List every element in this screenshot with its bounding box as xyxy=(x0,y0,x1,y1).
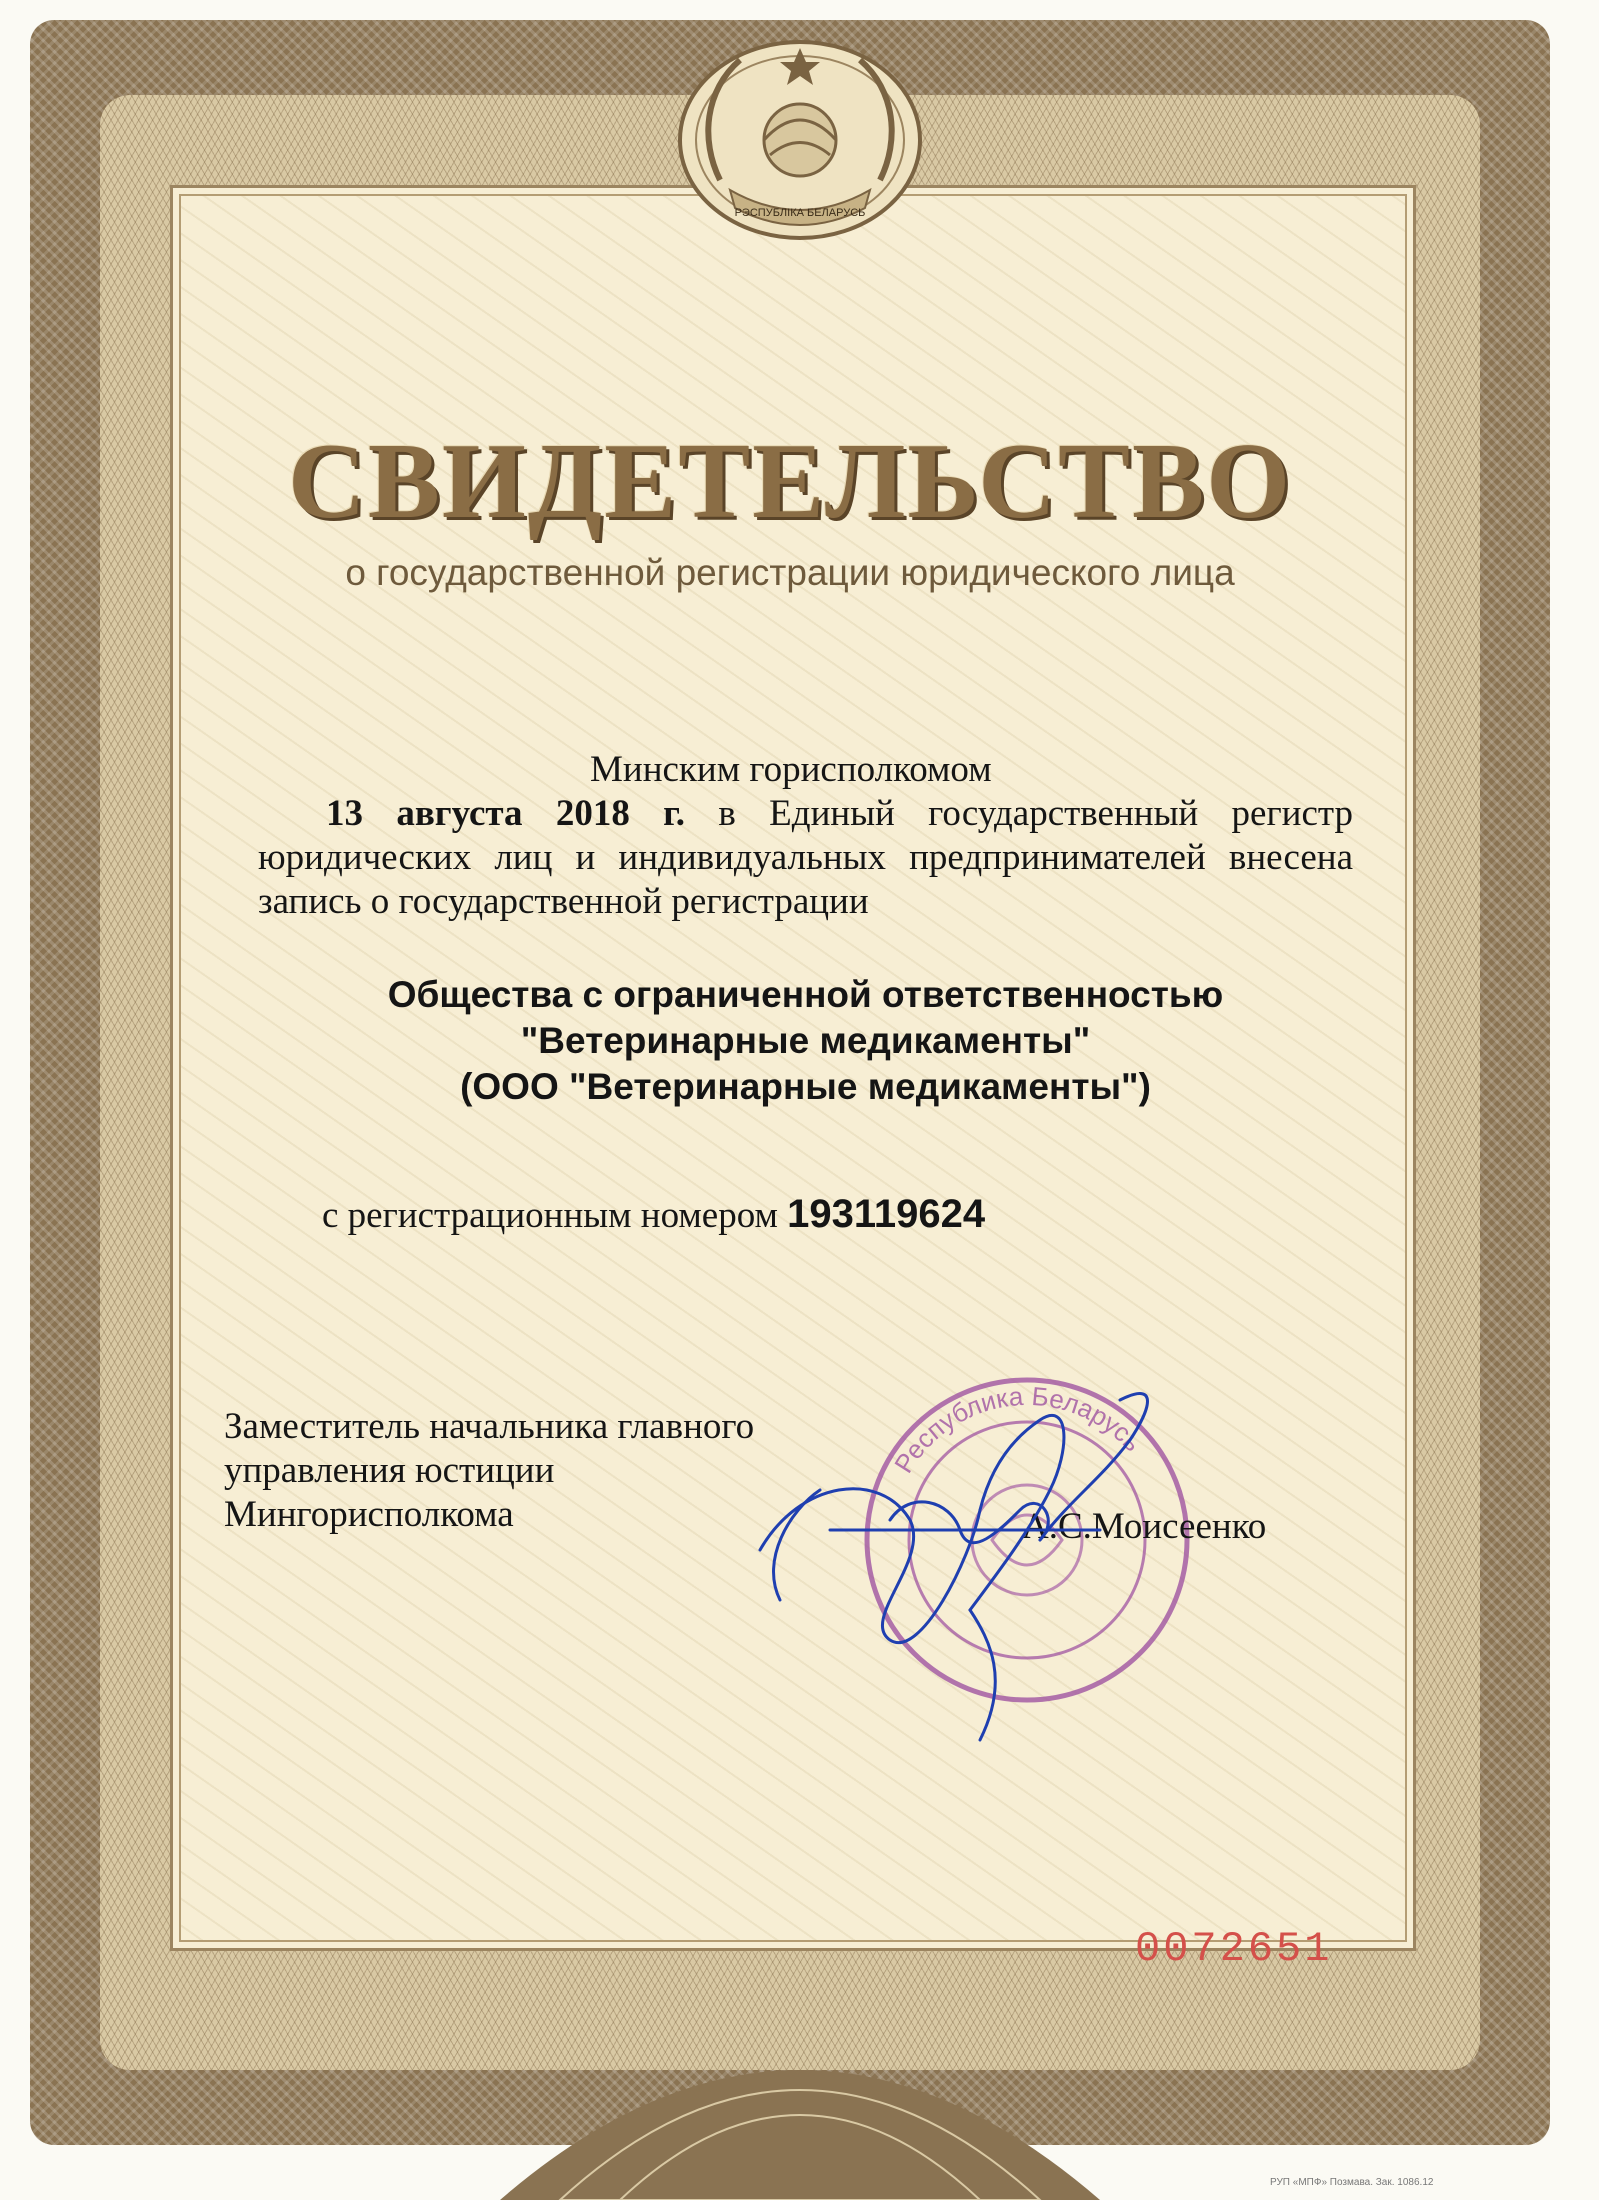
registration-line-2: юридических лиц и индивидуальных предпринимателей внесена xyxy=(258,837,1353,878)
organization-line-2: "Ветеринарные медикаменты" xyxy=(520,1020,1091,1061)
certificate-subtitle: о государственной регистрации юридического лица xyxy=(345,552,1235,593)
serial-number: 0072651 xyxy=(1135,1925,1333,1973)
registration-number: 193119624 xyxy=(787,1192,986,1236)
printer-imprint: РУП «МПФ» Позмава. Зак. 1086.12 xyxy=(1270,2177,1434,2188)
organization-name xyxy=(258,972,1353,1110)
signer-name: А.С.Моисеенко xyxy=(1022,1506,1267,1547)
organization-line-1: Общества с ограниченной ответственностью xyxy=(387,974,1224,1015)
registration-date: 13 августа 2018 г. xyxy=(326,793,686,834)
organization-line-3: (ООО "Ветеринарные медикаменты") xyxy=(460,1066,1151,1107)
certificate-title: СВИДЕТЕЛЬСТВО xyxy=(287,422,1293,541)
registration-line-3: запись о государственной регистрации xyxy=(258,881,869,922)
registration-number-line xyxy=(322,1192,1222,1238)
seal-ring-text: Республика Беларусь xyxy=(888,1380,1149,1479)
official-position-line-1: Заместитель начальника главного xyxy=(224,1406,755,1447)
belarus-coat-of-arms-icon xyxy=(660,30,940,240)
registering-authority: Минским горисполкомом xyxy=(590,749,992,790)
registration-paragraph xyxy=(258,792,1353,924)
handwritten-signature-icon xyxy=(740,1360,1180,1760)
registration-line-1-rest: в Единый государственный регистр xyxy=(685,793,1353,834)
registration-number-label: с регистрационным номером xyxy=(322,1195,788,1236)
emblem-ribbon-text: РЭСПУБЛІКА БЕЛАРУСЬ xyxy=(734,207,866,219)
registration-line-1 xyxy=(258,792,1353,836)
bottom-ornament xyxy=(500,1960,1100,2200)
official-position-line-2: управления юстиции xyxy=(224,1450,555,1491)
official-position-line-3: Мингорисполкома xyxy=(224,1494,514,1535)
